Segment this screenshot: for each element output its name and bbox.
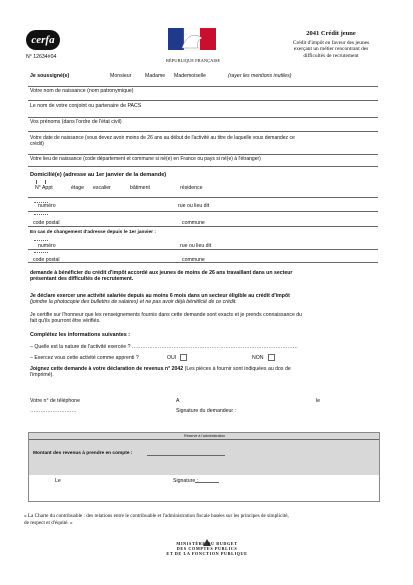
form-subtitle	[260, 40, 402, 59]
complete-heading: Complétez les informations suivantes :	[30, 332, 131, 338]
birth-date-text: Votre date de naissance (vous devez avoir moins de 26 ans au début de l'activité au titre de laquelle vous demandez ce	[30, 135, 295, 141]
admin-amount-field[interactable]	[147, 455, 225, 456]
option-hint: (rayer les mentions inutiles)	[228, 73, 292, 79]
charte-line-2: de respect et d'équité. »	[24, 520, 73, 526]
attach-paragraph	[30, 366, 291, 378]
birth-name-label: Votre nom de naissance (nom patronymique)	[30, 88, 134, 94]
appt-line[interactable]	[28, 197, 378, 198]
appt-tick	[36, 180, 37, 184]
col-cp2: code postal	[33, 257, 60, 263]
question-nature[interactable]: – Quelle est la nature de l'activité exercée ? ……………………………………………………………………………………	[30, 344, 298, 350]
cp2-box[interactable]	[34, 252, 48, 253]
col-numero2: numéro	[38, 243, 56, 249]
birth-date-label	[30, 135, 295, 147]
charte-text	[24, 513, 289, 527]
certify-line-1: Je certifie sur l'honneur que les renseignements fournis dans cette demande sont exacts et je prends connaissance du	[30, 312, 303, 318]
option-monsieur[interactable]: Monsieur	[110, 73, 132, 79]
birth-date-text-2: crédit)	[30, 141, 44, 147]
option-non[interactable]: NON	[252, 355, 264, 361]
change-title: En cas de changement d'adresse depuis le 1er janvier :	[30, 230, 156, 235]
option-madame[interactable]: Madame	[145, 73, 166, 79]
admin-header-line	[29, 439, 379, 440]
phone-dots[interactable]: ………………………	[30, 408, 77, 414]
option-mademoiselle[interactable]: Mademoiselle	[174, 73, 207, 79]
admin-box	[28, 432, 380, 502]
republic-text: RÉPUBLIQUE FRANÇAISE	[166, 58, 221, 63]
cerfa-number: N° 12634#04	[26, 54, 57, 60]
request-line-1: demande à bénéficier du crédit d'impôt accordé aux jeunes de moins de 26 ans travaillant dans un secteur	[30, 270, 293, 276]
undersigned-line[interactable]	[28, 86, 378, 87]
declaration-paragraph	[30, 293, 290, 305]
birth-name-field[interactable]	[28, 100, 378, 101]
first-names-label: Vos prénoms (dans l'ordre de l'état civil)	[30, 119, 122, 125]
form-subtitle-line-3: difficultés de recrutement	[303, 52, 359, 59]
col-numero: numéro	[38, 203, 56, 209]
request-line-2: présentant des difficultés de recrutement.	[30, 276, 134, 282]
spouse-name-label: Le nom de votre conjoint ou partenaire de PACS	[30, 103, 142, 109]
form-subtitle-line-1: Crédit d'impôt en faveur des jeunes	[292, 40, 370, 46]
declaration-line-1: Je déclare exercer une activité salariée depuis au moins 6 mois dans un secteur éligible au crédit d'impôt	[30, 293, 290, 299]
col-commune: commune	[182, 220, 205, 226]
form-subtitle-line-2: exerçant un métier rencontrant des	[293, 46, 369, 53]
ministry-line-1: MINISTÈRE DU BUDGET	[176, 541, 238, 546]
ministry-line-2: DES COMPTES PUBLICS	[176, 546, 238, 551]
ministry-emblem-icon	[203, 533, 211, 540]
col-rue2: rue ou lieu dit	[180, 243, 212, 249]
commune2-line[interactable]	[28, 262, 378, 263]
admin-amount-label: Montant des revenus à prendre en compte :	[33, 451, 133, 456]
ministry-line-3: ET DE LA FONCTION PUBLIQUE	[166, 551, 248, 556]
col-rue: rue ou lieu dit	[178, 203, 210, 209]
charte-line-1: « La Charte du contribuable : des relations entre le contribuable et l'administration fiscale basées sur les principes de simplicité,	[24, 513, 289, 519]
domicile-title: Domicilié(e) (adresse au 1er janvier de la demande)	[30, 172, 167, 178]
col-etage: étage	[71, 185, 84, 191]
birth-place-field[interactable]	[28, 166, 378, 167]
spouse-name-field[interactable]	[28, 117, 378, 118]
rue2-line[interactable]	[28, 249, 378, 250]
attach-note: (Les pièces à fournir sont indiquées au dos de	[184, 366, 291, 372]
col-residence: résidence	[180, 185, 203, 191]
commune-line[interactable]	[28, 226, 378, 227]
numero2-box[interactable]	[34, 240, 48, 241]
ministry-text	[150, 541, 264, 556]
date-label: le	[316, 398, 321, 404]
admin-reserved: Réservé à l'administration	[184, 434, 226, 438]
undersigned-label: Je soussigné(e)	[30, 73, 70, 79]
checkbox-oui[interactable]	[180, 354, 187, 361]
attach-text: Joignez cette demande à votre déclaration de revenus n° 2042	[30, 366, 184, 372]
cerfa-logo: cerfa	[26, 30, 60, 50]
admin-date-label: Le	[55, 478, 61, 484]
col-escalier: escalier	[93, 185, 111, 191]
first-names-field[interactable]	[28, 131, 378, 132]
attach-note-2: l'imprimé).	[30, 372, 54, 378]
col-appt: N° Appt	[35, 185, 53, 191]
rue-line[interactable]	[28, 211, 378, 212]
a-label: A	[176, 398, 180, 404]
request-paragraph	[30, 270, 292, 282]
declaration-line-2: (joindre la photocopie des bulletins de salaires) et ne pas avoir déjà bénéficié de ce crédit.	[30, 299, 237, 305]
col-cp: code postal	[33, 220, 60, 226]
col-batiment: bâtiment	[130, 185, 150, 191]
col-commune2: commune	[182, 257, 205, 263]
option-oui[interactable]: OUI	[167, 355, 177, 361]
marianne-logo	[168, 28, 216, 58]
question-apprenti: – Exercez vous cette activité comme apprenti ?	[30, 355, 139, 361]
signature-label: Signature du demandeur :	[176, 408, 236, 414]
admin-signature-field[interactable]	[195, 482, 219, 483]
admin-signature-label: Signature :	[173, 478, 199, 484]
birth-date-field[interactable]	[28, 154, 378, 155]
appt-tick	[45, 180, 46, 184]
cp-box[interactable]	[34, 214, 48, 215]
form-title: 2041 Crédit jeune	[306, 30, 356, 37]
certify-paragraph	[30, 312, 302, 324]
certify-line-2: fait qu'ils pourront être vérifiés.	[30, 318, 101, 324]
birth-place-label: Votre lieu de naissance (code département et commune si né(e) en France ou pays si né(e) à l'étranger)	[30, 156, 261, 162]
checkbox-non[interactable]	[268, 354, 275, 361]
phone-label: Votre n° de téléphone	[30, 398, 80, 404]
